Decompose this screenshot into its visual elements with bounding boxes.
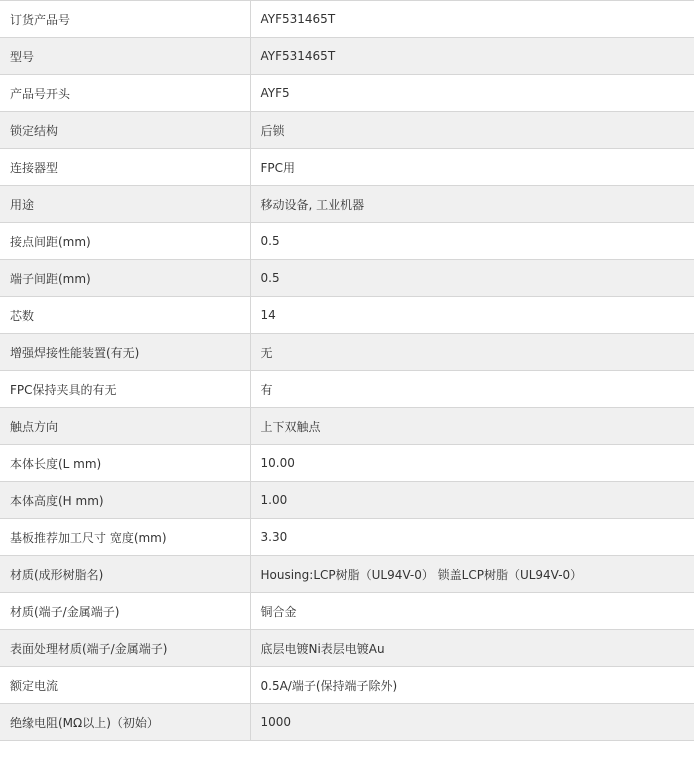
row-label: 锁定结构 bbox=[0, 112, 250, 149]
row-label: 接点间距(mm) bbox=[0, 223, 250, 260]
row-label: 本体长度(L mm) bbox=[0, 445, 250, 482]
row-value: Housing:LCP树脂（UL94V-0） 锁盖LCP树脂（UL94V-0） bbox=[250, 556, 694, 593]
row-label: 表面处理材质(端子/金属端子) bbox=[0, 630, 250, 667]
row-value: AYF531465T bbox=[250, 38, 694, 75]
row-label: 增强焊接性能装置(有无) bbox=[0, 334, 250, 371]
table-row bbox=[0, 186, 694, 223]
row-label: 连接器型 bbox=[0, 149, 250, 186]
row-label: 用途 bbox=[0, 186, 250, 223]
row-label: 绝缘电阻(MΩ以上)（初始） bbox=[0, 704, 250, 741]
row-value: FPC用 bbox=[250, 149, 694, 186]
row-label: 触点方向 bbox=[0, 408, 250, 445]
row-value: 铜合金 bbox=[250, 593, 694, 630]
row-value: 移动设备, 工业机器 bbox=[250, 186, 694, 223]
row-value: 上下双触点 bbox=[250, 408, 694, 445]
row-label: 芯数 bbox=[0, 297, 250, 334]
row-value: AYF531465T bbox=[250, 1, 694, 38]
row-label: FPC保持夹具的有无 bbox=[0, 371, 250, 408]
table-row bbox=[0, 593, 694, 630]
table-row bbox=[0, 223, 694, 260]
row-value: 后锁 bbox=[250, 112, 694, 149]
table-row bbox=[0, 667, 694, 704]
row-value: 0.5 bbox=[250, 223, 694, 260]
row-label: 订货产品号 bbox=[0, 1, 250, 38]
row-value: 3.30 bbox=[250, 519, 694, 556]
table-row bbox=[0, 149, 694, 186]
table-row bbox=[0, 38, 694, 75]
row-value: 1.00 bbox=[250, 482, 694, 519]
table-row bbox=[0, 75, 694, 112]
row-value: 10.00 bbox=[250, 445, 694, 482]
row-label: 本体高度(H mm) bbox=[0, 482, 250, 519]
table-row bbox=[0, 371, 694, 408]
table-row bbox=[0, 112, 694, 149]
table-row bbox=[0, 408, 694, 445]
row-label: 额定电流 bbox=[0, 667, 250, 704]
row-value: 14 bbox=[250, 297, 694, 334]
row-label: 基板推荐加工尺寸 宽度(mm) bbox=[0, 519, 250, 556]
row-label: 产品号开头 bbox=[0, 75, 250, 112]
table-row bbox=[0, 482, 694, 519]
row-value: 1000 bbox=[250, 704, 694, 741]
row-value: 底层电镀Ni表层电镀Au bbox=[250, 630, 694, 667]
row-label: 型号 bbox=[0, 38, 250, 75]
table-row bbox=[0, 556, 694, 593]
row-value: 无 bbox=[250, 334, 694, 371]
row-value: 0.5 bbox=[250, 260, 694, 297]
table-row bbox=[0, 297, 694, 334]
table-row bbox=[0, 445, 694, 482]
row-label: 端子间距(mm) bbox=[0, 260, 250, 297]
table-row bbox=[0, 260, 694, 297]
table-row bbox=[0, 1, 694, 38]
row-value: 0.5A/端子(保持端子除外) bbox=[250, 667, 694, 704]
row-label: 材质(端子/金属端子) bbox=[0, 593, 250, 630]
table-row bbox=[0, 334, 694, 371]
row-value: AYF5 bbox=[250, 75, 694, 112]
row-value: 有 bbox=[250, 371, 694, 408]
table-row bbox=[0, 630, 694, 667]
table-row bbox=[0, 519, 694, 556]
table-row bbox=[0, 704, 694, 741]
row-label: 材质(成形树脂名) bbox=[0, 556, 250, 593]
